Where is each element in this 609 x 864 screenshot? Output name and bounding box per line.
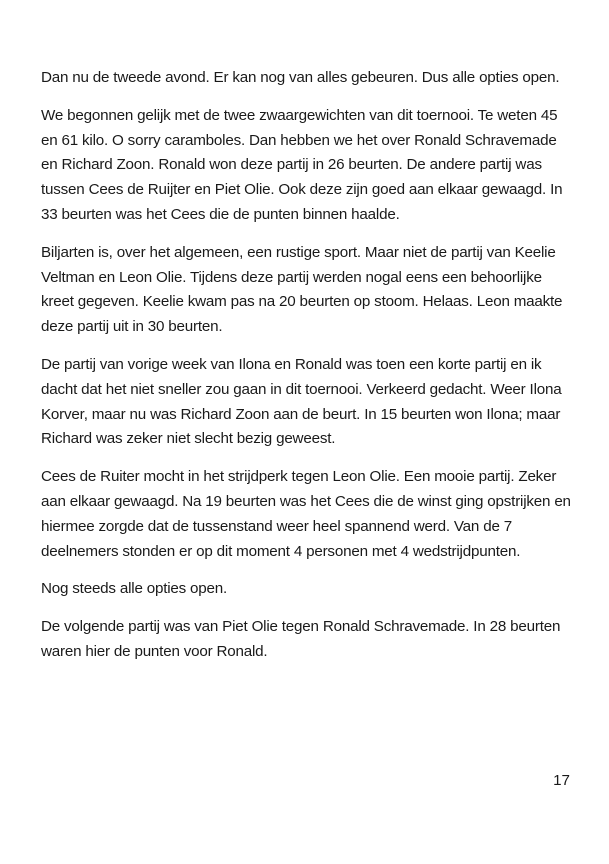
paragraph-1: Dan nu de tweede avond. Er kan nog van alles gebeuren. Dus alle opties open.: [41, 69, 560, 86]
paragraph-3: Biljarten is, over het algemeen, een rustige sport. Maar niet de partij van Keelie Veltman en Leon Olie. Tijdens deze partij werden nogal eens een behoorlijke kreet gegeven. Keelie kwam pas na 20 beurten op stoom. Helaas. Leon maakte deze partij uit in 30 beurten.: [41, 243, 563, 336]
page-number: 17: [553, 772, 570, 789]
paragraph-2: We begonnen gelijk met de twee zwaargewichten van dit toernooi. Te weten 45 en 61 kilo. O sorry caramboles. Dan hebben we het over Ronald Schravemade en Richard Zoon. Ronald won deze partij in 26 beurten. De andere partij was tussen Cees de Ruijter en Piet Olie. Ook deze zijn goed aan elkaar gewaagd. In 33 beurten was het Cees die de punten binnen haalde.: [41, 106, 563, 223]
document-body: [41, 66, 571, 678]
paragraph-5: Cees de Ruiter mocht in het strijdperk tegen Leon Olie. Een mooie partij. Zeker aan elkaar gewaagd. Na 19 beurten was het Cees die de winst ging opstrijken en hiermee zorgde dat de tussenstand weer heel spannend werd. Van de 7 deelnemers stonden er op dit moment 4 personen met 4 wedstrijdpunten.: [41, 468, 571, 560]
paragraph-7: De volgende partij was van Piet Olie tegen Ronald Schravemade. In 28 beurten waren hier de punten voor Ronald.: [41, 618, 561, 660]
paragraph-6: Nog steeds alle opties open.: [41, 580, 228, 598]
paragraph-4: De partij van vorige week van Ilona en Ronald was toen een korte partij en ik dacht dat het niet sneller zou gaan in dit toernooi. Verkeerd gedacht. Weer Ilona Korver, maar nu was Richard Zoon aan de beurt. In 15 beurten won Ilona; maar Richard was zeker niet slecht bezig geweest.: [41, 355, 562, 448]
